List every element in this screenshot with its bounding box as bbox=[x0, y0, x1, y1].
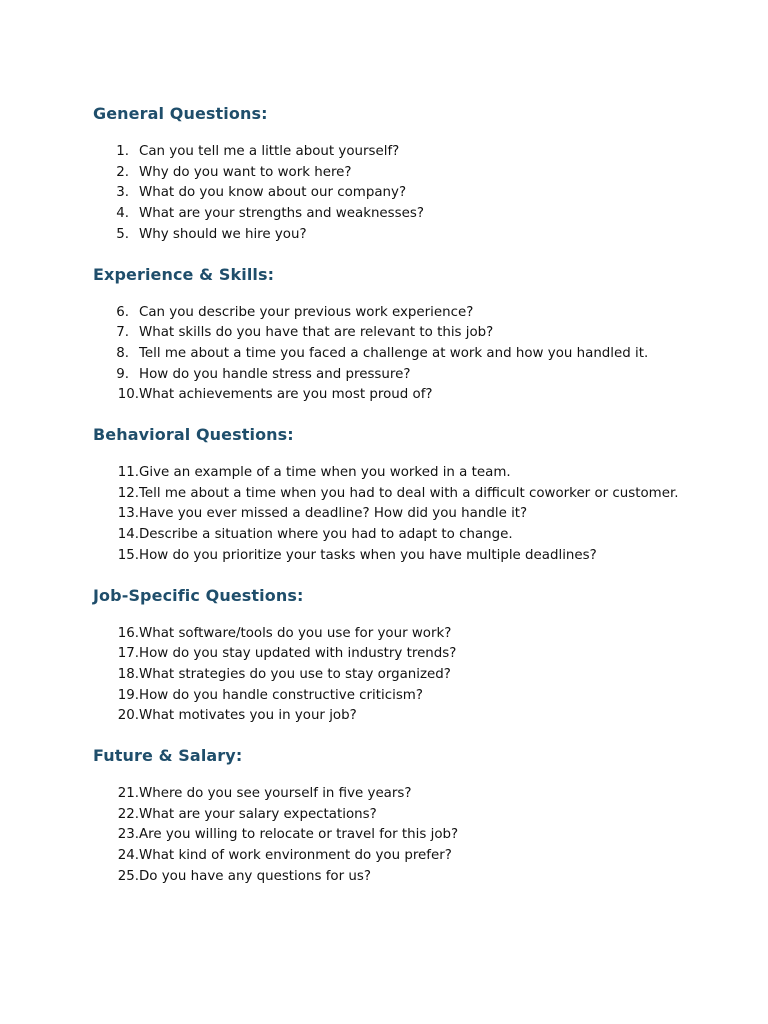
list-item bbox=[93, 163, 693, 184]
list-item bbox=[93, 484, 693, 505]
question-text: Can you tell me a little about yourself? bbox=[139, 144, 400, 159]
question-text: Do you have any questions for us? bbox=[139, 868, 371, 884]
question-number: 21. bbox=[117, 786, 139, 802]
list-item bbox=[93, 385, 693, 406]
question-number: 25. bbox=[117, 868, 139, 884]
question-number: 2. bbox=[116, 164, 129, 180]
question-text: What do you know about our company? bbox=[139, 185, 407, 201]
section-job-specific-questions bbox=[93, 584, 693, 728]
question-text: What are your strengths and weaknesses? bbox=[139, 206, 424, 222]
question-text: What motivates you in your job? bbox=[139, 708, 357, 724]
question-text: Have you ever missed a deadline? How did you handle it? bbox=[139, 506, 528, 522]
list-item bbox=[93, 183, 693, 204]
question-text: What strategies do you use to stay organized? bbox=[139, 666, 451, 682]
list-item bbox=[93, 624, 693, 645]
question-text: What are your salary expectations? bbox=[139, 806, 377, 822]
question-list bbox=[93, 624, 693, 728]
section-future-salary bbox=[93, 744, 693, 888]
question-text: How do you stay updated with industry trends? bbox=[139, 646, 457, 662]
question-number: 9. bbox=[116, 366, 129, 382]
question-number: 8. bbox=[116, 345, 129, 361]
section-heading: Job-Specific Questions: bbox=[93, 585, 304, 605]
section-heading: Behavioral Questions: bbox=[93, 425, 294, 445]
question-text: What skills do you have that are relevant to this job? bbox=[139, 325, 494, 341]
question-text: What software/tools do you use for your work? bbox=[139, 625, 452, 641]
list-item bbox=[93, 344, 693, 365]
question-number: 12. bbox=[117, 485, 139, 501]
question-text: Why do you want to work here? bbox=[139, 164, 352, 180]
question-text: Where do you see yourself in five years? bbox=[139, 786, 412, 802]
question-number: 7. bbox=[116, 325, 129, 341]
list-item bbox=[93, 867, 693, 888]
question-number: 22. bbox=[117, 806, 139, 822]
list-item bbox=[93, 525, 693, 546]
list-item bbox=[93, 825, 693, 846]
question-text: Tell me about a time when you had to deal with a difficult coworker or customer. bbox=[139, 485, 679, 501]
list-item bbox=[93, 204, 693, 225]
question-number: 14. bbox=[117, 527, 139, 543]
question-list bbox=[93, 142, 693, 246]
section-behavioral-questions bbox=[93, 423, 693, 567]
list-item bbox=[93, 686, 693, 707]
question-text: How do you handle constructive criticism? bbox=[139, 687, 423, 703]
list-item bbox=[93, 706, 693, 727]
question-list bbox=[93, 463, 693, 567]
question-number: 24. bbox=[117, 848, 139, 864]
question-number: 10. bbox=[117, 387, 139, 403]
question-number: 1. bbox=[116, 144, 129, 159]
list-item bbox=[93, 303, 693, 324]
question-number: 19. bbox=[117, 687, 139, 703]
section-heading: Experience & Skills: bbox=[93, 264, 275, 284]
list-item bbox=[93, 142, 693, 163]
section-heading: General Questions: bbox=[93, 104, 268, 123]
list-item bbox=[93, 644, 693, 665]
question-list bbox=[93, 784, 693, 888]
question-number: 13. bbox=[117, 506, 139, 522]
section-heading: Future & Salary: bbox=[93, 746, 243, 766]
question-text: Why should we hire you? bbox=[139, 226, 307, 242]
question-number: 16. bbox=[117, 625, 139, 641]
question-text: Describe a situation where you had to adapt to change. bbox=[139, 527, 513, 543]
list-item bbox=[93, 504, 693, 525]
question-number: 3. bbox=[116, 185, 129, 201]
list-item bbox=[93, 846, 693, 867]
question-number: 11. bbox=[117, 465, 139, 481]
question-text: Are you willing to relocate or travel for this job? bbox=[139, 827, 459, 843]
question-number: 4. bbox=[116, 206, 129, 222]
question-number: 15. bbox=[117, 547, 139, 563]
question-text: Give an example of a time when you worked in a team. bbox=[139, 465, 511, 481]
list-item bbox=[93, 463, 693, 484]
question-text: Tell me about a time you faced a challenge at work and how you handled it. bbox=[139, 345, 649, 361]
question-list bbox=[93, 303, 693, 407]
list-item bbox=[93, 665, 693, 686]
section-general-questions bbox=[93, 102, 693, 246]
section-experience-skills bbox=[93, 263, 693, 407]
list-item bbox=[93, 323, 693, 344]
question-text: Can you describe your previous work experience? bbox=[139, 304, 474, 320]
question-number: 18. bbox=[117, 666, 139, 682]
question-number: 23. bbox=[117, 827, 139, 843]
list-item bbox=[93, 546, 693, 567]
question-number: 5. bbox=[116, 226, 129, 242]
question-number: 17. bbox=[117, 646, 139, 662]
list-item bbox=[93, 225, 693, 246]
question-text: What kind of work environment do you prefer? bbox=[139, 848, 452, 864]
list-item bbox=[93, 784, 693, 805]
question-number: 20. bbox=[117, 708, 139, 724]
document-page bbox=[93, 102, 693, 905]
list-item bbox=[93, 365, 693, 386]
list-item bbox=[93, 805, 693, 826]
question-text: What achievements are you most proud of? bbox=[139, 387, 433, 403]
question-text: How do you prioritize your tasks when you have multiple deadlines? bbox=[139, 547, 597, 563]
question-number: 6. bbox=[116, 304, 129, 320]
question-text: How do you handle stress and pressure? bbox=[139, 366, 411, 382]
